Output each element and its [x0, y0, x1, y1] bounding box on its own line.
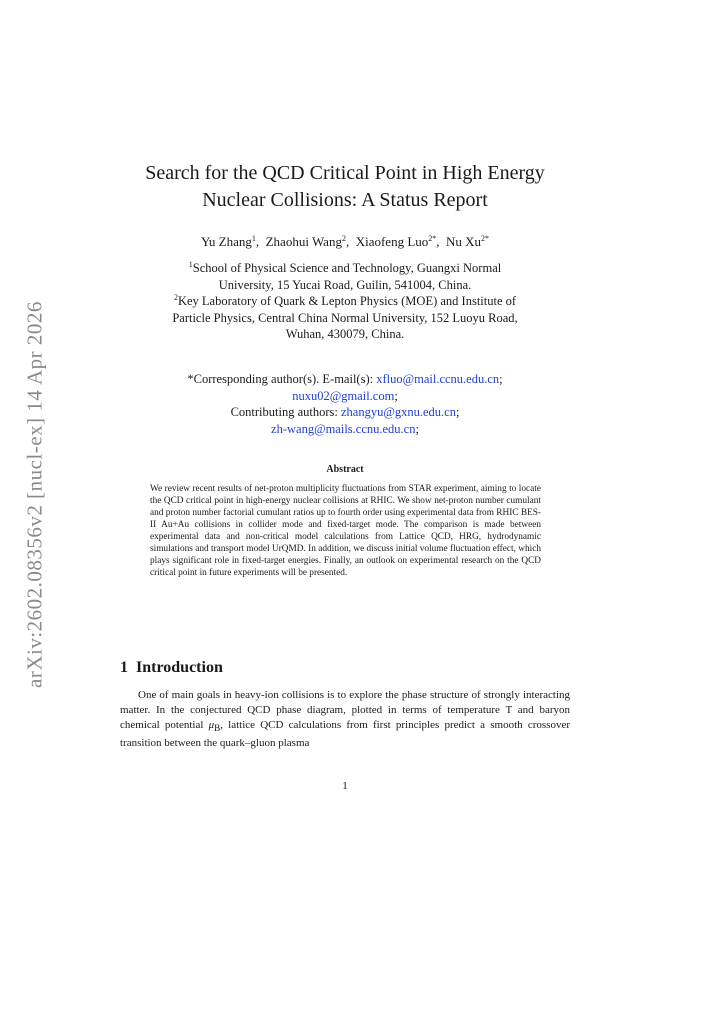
corresponding-label: *Corresponding author(s). E-mail(s):	[187, 372, 377, 386]
contributing-line-cont	[120, 421, 570, 438]
affiliation-marker: 1	[188, 260, 193, 269]
affiliation-marker: 2	[173, 293, 178, 302]
affiliation-2-cont: Particle Physics, Central China Normal University, 152 Luoyu Road,	[172, 310, 518, 325]
author-affil-marker: 2	[341, 234, 346, 243]
title-line-2: Nuclear Collisions: A Status Report	[202, 189, 488, 211]
email-link[interactable]: zh-wang@mails.ccnu.edu.cn	[271, 421, 416, 436]
email-link[interactable]: nuxu02@gmail.com	[292, 388, 395, 403]
affiliation-2-cont: Wuhan, 430079, China.	[285, 327, 405, 341]
contributing-line	[120, 404, 570, 421]
affiliation-2	[120, 293, 570, 310]
separator: ;	[394, 388, 398, 403]
abstract-heading: Abstract	[326, 464, 364, 475]
author-name: Zhaohui Wang	[265, 234, 342, 249]
contributing-label: Contributing authors:	[230, 405, 341, 419]
author-affil-marker: 2*	[481, 234, 490, 243]
paper-title	[100, 160, 590, 214]
affiliation-text: Key Laboratory of Quark & Lepton Physics (MOE) and Institute of	[177, 294, 517, 308]
email-link[interactable]: zhangyu@gxnu.edu.cn	[340, 405, 456, 419]
author-affil-marker: 2*	[428, 234, 437, 243]
page-number: 1	[342, 780, 348, 792]
abstract-text: We review recent results of net-proton multiplicity fluctuations from STAR experiment, aiming to locate the QCD critical point in high-energy nuclear collisions at RHIC. We show net-proton number cumulant and proton number factorial cumulant ratios up to fourth order using experimental data from RHIC BES-II Au+Au collisions in collider mode and fixed-target mode. The comparison is made between experimental data and non-critical model calculations from Lattice QCD, HRG, hydrodynamic simulations and transport model UrQMD. In addition, we discuss initial volume fluctuation effect, which plays significant role in fixed-target energies. Finally, an outlook on experimental research on the QCD critical point in future experiments will be presented.	[150, 484, 541, 578]
title-line-1: Search for the QCD Critical Point in High Energy	[145, 162, 545, 184]
separator: ;	[499, 372, 503, 386]
separator: ;	[455, 405, 460, 419]
author-name: Yu Zhang	[200, 234, 252, 249]
separator: ;	[415, 421, 419, 436]
author-affil-marker: 1	[251, 234, 256, 243]
mu-subscript: B	[214, 723, 221, 734]
author-list: Yu Zhang$^1$, Zhaohui Wang$^2$, Xiaofeng Luo$^{2*}$, Nu $Xu^{2*}$	[200, 234, 490, 249]
affiliation-1-cont: University, 15 Yucai Road, Guilin, 541004, China.	[218, 277, 472, 292]
affiliation-1	[120, 260, 570, 277]
affiliation-text: School of Physical Science and Technology, Guangxi Normal	[192, 261, 502, 275]
author-name: Xiaofeng Luo	[355, 234, 429, 249]
arxiv-identifier: arXiv:2602.08356v2 [nucl-ex] 14 Apr 2026	[22, 301, 47, 689]
email-link[interactable]: xfluo@mail.ccnu.edu.cn	[376, 372, 500, 386]
intro-paragraph	[120, 688, 570, 751]
corresponding-line	[120, 371, 570, 388]
intro-text: , lattice QCD calculations from first principles predict a smooth crossover transition between the quark–gluon plasma	[120, 719, 570, 750]
section-heading	[120, 659, 223, 677]
intro-text: One of main goals in heavy-ion collisions is to explore the phase structure of strongly interacting matter. In the conjectured QCD phase diagram, plotted in terms of temperature T and baryon chemical potential	[120, 689, 570, 731]
corresponding-line-cont	[120, 388, 570, 405]
affiliations	[120, 260, 570, 343]
section-number: 1	[120, 659, 128, 676]
contact-info	[120, 371, 570, 437]
mu-symbol: μ	[208, 719, 215, 731]
section-title: Introduction	[136, 659, 223, 676]
author-name: Nu Xu	[446, 234, 482, 249]
